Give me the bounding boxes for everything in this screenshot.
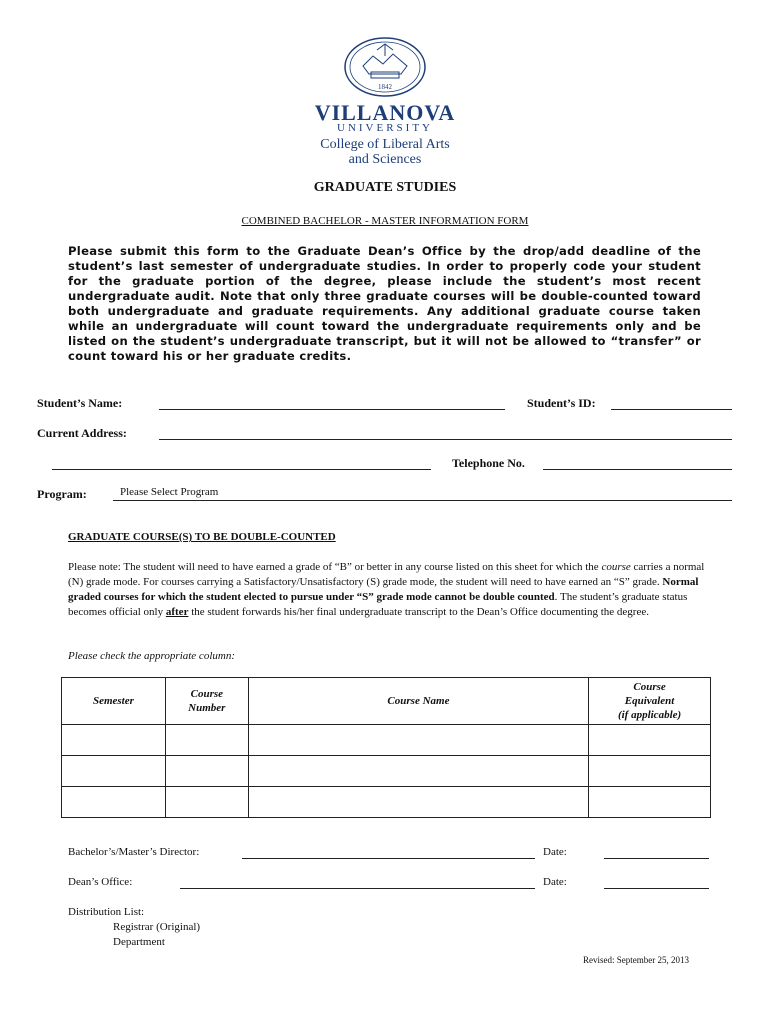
- logo-college-line2: and Sciences: [348, 152, 422, 167]
- university-seal-icon: [343, 36, 427, 98]
- table-header-row: [62, 678, 711, 725]
- note-paragraph: Please note: The student will need to have earned a grade of “B” or better in any course listed on this sheet for which the course carries a normal (N) grade mode. For courses carrying a Satisfactory/Unsatisfactory (S) grade mode, the student will need to have earned an “S” grade. Normal graded courses for which the student elected to pursue under “S” grade mode cannot be double counted. The student’s graduate status becomes official only after the student forwards his/her final undergraduate transcript to the Dean’s Office documenting the degree.: [68, 561, 705, 618]
- telephone-label: Telephone No.: [452, 456, 525, 470]
- deans-office-label: Dean’s Office:: [68, 876, 133, 888]
- page-title: GRADUATE STUDIES: [313, 180, 457, 195]
- director-signature-field[interactable]: [242, 858, 535, 859]
- table-row: [62, 756, 711, 787]
- current-address-label: Current Address:: [37, 426, 127, 440]
- check-instruction: Please check the appropriate column:: [68, 650, 235, 662]
- course-table: [61, 677, 711, 818]
- logo-college-line1: College of Liberal Arts: [320, 137, 450, 152]
- course-name-cell[interactable]: [248, 725, 588, 756]
- course-number-cell[interactable]: [165, 725, 248, 756]
- deans-office-date-field[interactable]: [604, 888, 709, 889]
- course-number-cell[interactable]: [165, 756, 248, 787]
- deans-office-signature-field[interactable]: [180, 888, 535, 889]
- logo-name: VILLANOVA: [314, 100, 456, 125]
- intro-paragraph: Please submit this form to the Graduate Dean’s Office by the drop/add deadline of the student’s last semester of undergraduate studies. In order to properly code your student for the graduate portion of the degree, please include the student’s most recent undergraduate audit. Note that only three graduate courses will be double-counted toward both undergraduate and graduate requirements. Any additional graduate course taken while an undergraduate will count toward the undergraduate requirements only and be listed on the student’s undergraduate transcript, but it will not be allowed to “transfer” or count toward his or her graduate credits.: [68, 244, 701, 363]
- distribution-title: Distribution List:: [68, 906, 145, 918]
- program-select-value: Please Select Program: [120, 486, 219, 498]
- program-label: Program:: [37, 487, 87, 501]
- current-address-field[interactable]: [159, 439, 732, 440]
- telephone-field[interactable]: [543, 469, 732, 470]
- header-semester: Semester: [62, 678, 166, 725]
- seal-year: 1842: [378, 83, 392, 91]
- section-heading: GRADUATE COURSE(S) TO BE DOUBLE-COUNTED: [68, 531, 336, 543]
- program-select[interactable]: [113, 486, 732, 501]
- header-course-equivalent: Course Equivalent (if applicable): [589, 678, 711, 725]
- director-date-field[interactable]: [604, 858, 709, 859]
- distribution-item: Department: [113, 936, 165, 948]
- course-name-cell[interactable]: [248, 787, 588, 818]
- semester-cell[interactable]: [62, 725, 166, 756]
- director-label: Bachelor’s/Master’s Director:: [68, 846, 200, 858]
- address-line-2-field[interactable]: [52, 469, 431, 470]
- logo-university: UNIVERSITY: [337, 122, 433, 134]
- revised-date: Revised: September 25, 2013: [583, 955, 689, 965]
- table-row: [62, 725, 711, 756]
- director-date-label: Date:: [543, 846, 567, 858]
- student-id-label: Student’s ID:: [527, 396, 596, 410]
- deans-office-date-label: Date:: [543, 876, 567, 888]
- form-name: COMBINED BACHELOR - MASTER INFORMATION FORM: [241, 215, 529, 227]
- table-row: [62, 787, 711, 818]
- distribution-item: Registrar (Original): [113, 921, 201, 933]
- header-course-name: Course Name: [248, 678, 588, 725]
- course-equivalent-cell[interactable]: [589, 756, 711, 787]
- header-course-number: Course Number: [165, 678, 248, 725]
- semester-cell[interactable]: [62, 756, 166, 787]
- student-name-field[interactable]: [159, 409, 505, 410]
- student-name-label: Student’s Name:: [37, 396, 123, 410]
- course-equivalent-cell[interactable]: [589, 787, 711, 818]
- course-number-cell[interactable]: [165, 787, 248, 818]
- course-equivalent-cell[interactable]: [589, 725, 711, 756]
- student-id-field[interactable]: [611, 409, 732, 410]
- course-name-cell[interactable]: [248, 756, 588, 787]
- semester-cell[interactable]: [62, 787, 166, 818]
